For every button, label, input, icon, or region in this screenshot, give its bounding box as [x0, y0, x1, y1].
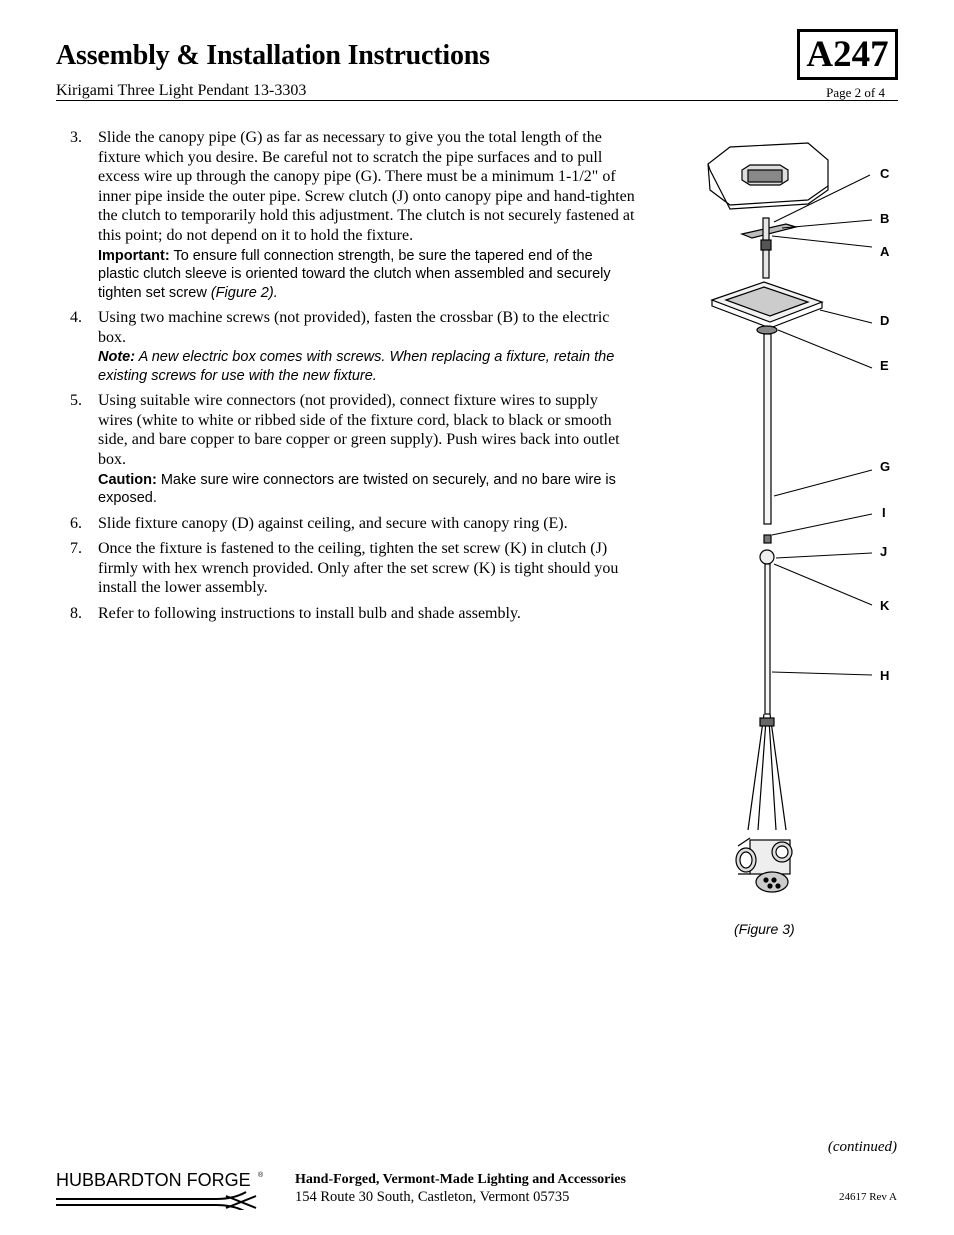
step-3 [70, 128, 635, 302]
label-k: K [880, 598, 890, 613]
step-7 [70, 539, 635, 598]
step-8 [70, 604, 635, 624]
label-b: B [880, 211, 890, 226]
note-label: Note: [98, 349, 136, 366]
step-text: Using suitable wire connectors (not provided), connect fixture wires to supply wires (white to white or ribbed side of the fixture cord, black to black or smooth side, and bare copper to bare copper or green supply). Push wires back into outlet box. [98, 392, 620, 469]
canopy-ring [757, 326, 777, 334]
step-number: 4. [70, 309, 82, 327]
lower-pipe [765, 564, 770, 714]
clutch-sleeve [764, 535, 771, 543]
product-subtitle: Kirigami Three Light Pendant 13-3303 [56, 82, 307, 99]
note-text: Make sure wire connectors are twisted on securely, and no bare wire is exposed. [98, 471, 616, 507]
label-i: I [882, 505, 886, 520]
step-text: Slide the canopy pipe (G) as far as necessary to give you the total length of the fixture which you desire. Be careful not to scratch the pipe surfaces and to pull excess wire up through the canopy pipe (G). There must be a minimum 1-1/2" of inner pipe inside the outer pipe. Screw clutch (J) onto canopy pipe and hand-tighten the clutch to temporarily hold this adjustment. The clutch is not securely fastened at this point; do not depend on it to hold the fixture. [98, 129, 635, 244]
figure-caption: (Figure 3) [734, 921, 795, 937]
step-number: 7. [70, 540, 82, 558]
step-text: Slide fixture canopy (D) against ceiling, and secure with canopy ring (E). [98, 514, 568, 532]
step-text: Refer to following instructions to install bulb and shade assembly. [98, 605, 521, 622]
leader-lines [772, 175, 872, 675]
label-a: A [880, 244, 890, 259]
label-j: J [880, 544, 888, 559]
step-number: 5. [70, 392, 82, 410]
continued-label: (continued) [827, 1139, 897, 1155]
note-text: To ensure full connection strength, be sure the tapered end of the plastic clutch sleeve is oriented toward the clutch when assembled and securely tighten set screw [98, 247, 611, 301]
note-text: A new electric box comes with screws. When replacing a fixture, retain the existing screws for use with the new fixture. [98, 349, 615, 384]
document-revision: 24617 Rev A [838, 1191, 897, 1203]
clutch [760, 550, 774, 564]
hubbardton-forge-logo [56, 1168, 266, 1210]
page-number: Page 2 of 4 [826, 85, 885, 100]
important-note [98, 247, 635, 303]
step-number: 8. [70, 605, 82, 622]
canopy-pipe [764, 334, 771, 524]
step-number: 3. [70, 129, 82, 146]
note-label: Important: [98, 247, 170, 264]
label-g: G [880, 459, 891, 474]
pendant-assembly-diagram [690, 130, 930, 920]
header-rule [56, 100, 898, 101]
step-text: Once the fixture is fastened to the ceiling, tighten the set screw (K) in clutch (J) firmly with hex wrench provided. Only after the set screw (K) is tight should you install the lower assembly. [98, 540, 619, 597]
step-4 [70, 308, 635, 385]
figure-reference: (Figure 2). [210, 284, 278, 301]
logo-tongs-icon [56, 1192, 256, 1210]
step-6 [70, 514, 635, 534]
step-5 [70, 391, 635, 507]
instruction-steps [70, 128, 635, 630]
label-c: C [880, 166, 890, 181]
footer-tagline: Hand-Forged, Vermont-Made Lighting and Accessories [295, 1172, 626, 1187]
note-label: Caution: [98, 471, 157, 488]
socket-cluster [736, 838, 792, 892]
pendant-cords [748, 714, 786, 830]
note [98, 348, 635, 385]
label-e: E [880, 358, 889, 373]
document-code-box: A247 [797, 29, 898, 80]
caution-note [98, 471, 635, 508]
document-title: Assembly & Installation Instructions [56, 40, 490, 71]
step-number: 6. [70, 514, 82, 532]
logo-wordmark: HUBBARDTON FORGE [56, 1170, 251, 1190]
step-text: Using two machine screws (not provided), fasten the crossbar (B) to the electric box. [98, 309, 610, 346]
label-h: H [880, 668, 890, 683]
footer-address: 154 Route 30 South, Castleton, Vermont 05735 [295, 1189, 570, 1205]
label-d: D [880, 313, 890, 328]
svg-text:®: ® [258, 1172, 264, 1179]
